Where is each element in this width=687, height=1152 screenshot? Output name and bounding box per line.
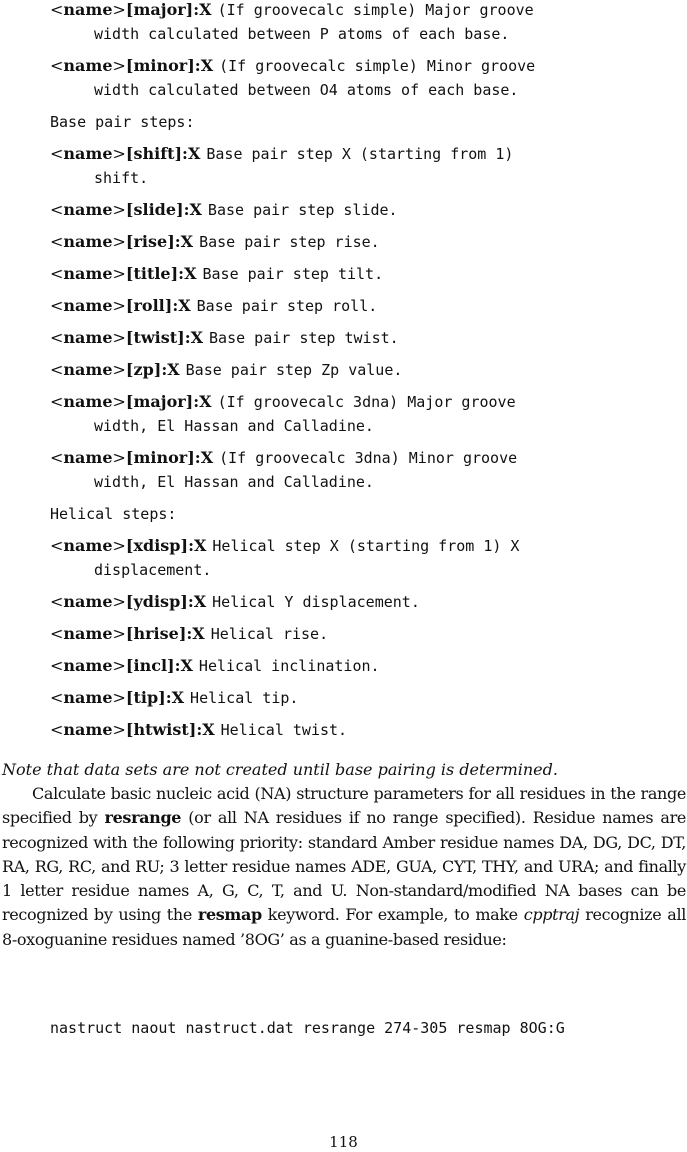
name-placeholder: name bbox=[63, 656, 113, 675]
name-placeholder: name bbox=[63, 720, 113, 739]
data-set-key: [twist]:X bbox=[125, 328, 204, 347]
data-set-key: [ydisp]:X bbox=[125, 592, 207, 611]
data-set-entry bbox=[50, 262, 680, 286]
data-set-description: Helical twist. bbox=[220, 721, 348, 739]
angle-bracket: < bbox=[50, 720, 64, 739]
angle-bracket: > bbox=[112, 536, 126, 555]
program-name: cpptraj bbox=[523, 905, 580, 925]
angle-bracket: > bbox=[112, 232, 126, 251]
data-set-entry bbox=[50, 590, 680, 614]
entry-line bbox=[50, 294, 680, 318]
data-set-entry bbox=[50, 326, 680, 350]
data-set-key: [tip]:X bbox=[125, 688, 185, 707]
data-set-entry bbox=[50, 230, 680, 254]
data-set-key: [zp]:X bbox=[125, 360, 180, 379]
data-set-key: [slide]:X bbox=[125, 200, 202, 219]
data-set-key: [rise]:X bbox=[125, 232, 194, 251]
angle-bracket: > bbox=[112, 56, 126, 75]
data-set-entry bbox=[50, 294, 680, 318]
angle-bracket: > bbox=[112, 656, 126, 675]
name-placeholder: name bbox=[63, 624, 113, 643]
keyword-resmap: resmap bbox=[197, 905, 262, 925]
paragraph-text: (or all NA residues if no range specified). Residue names are recognized with the following priority: standard Amber residue names DA, DG, DC, DT, RA, RG, RC, and RU; 3 letter residue names ADE, GUA, CYT, THY, and URA; and finally 1 letter residue names A, G, C, T, and U. Non-standard/modified NA bases can be recognized by using the bbox=[2, 808, 686, 925]
data-set-description: Base pair step roll. bbox=[196, 297, 378, 315]
angle-bracket: < bbox=[50, 56, 64, 75]
angle-bracket: > bbox=[112, 144, 126, 163]
data-set-key: [hrise]:X bbox=[125, 624, 205, 643]
entry-line bbox=[50, 142, 680, 166]
entry-line bbox=[50, 654, 680, 678]
angle-bracket: > bbox=[112, 592, 126, 611]
data-set-description: Base pair step tilt. bbox=[202, 265, 384, 283]
paragraph-text: Calculate basic nucleic acid (NA) structure parameters for all residues in the range specified by bbox=[2, 784, 686, 828]
data-set-entry bbox=[50, 358, 680, 382]
entry-line bbox=[50, 262, 680, 286]
data-set-key: [incl]:X bbox=[125, 656, 193, 675]
entry-line bbox=[50, 326, 680, 350]
entry-line bbox=[50, 358, 680, 382]
angle-bracket: < bbox=[50, 264, 64, 283]
entry-line bbox=[50, 54, 680, 78]
angle-bracket: < bbox=[50, 536, 64, 555]
angle-bracket: < bbox=[50, 360, 64, 379]
name-placeholder: name bbox=[63, 592, 113, 611]
entry-line bbox=[50, 390, 680, 414]
data-set-entry bbox=[50, 390, 680, 438]
name-placeholder: name bbox=[63, 688, 113, 707]
entry-line bbox=[50, 590, 680, 614]
data-set-description: Base pair step X (starting from 1) bbox=[206, 145, 514, 163]
data-set-key: [htwist]:X bbox=[125, 720, 215, 739]
paragraph-text: recognize all 8-oxoguanine residues named ’8OG’ as a guanine-based residue: bbox=[2, 905, 686, 949]
angle-bracket: > bbox=[112, 0, 126, 19]
angle-bracket: > bbox=[112, 296, 126, 315]
data-set-description-continued: width, El Hassan and Calladine. bbox=[94, 417, 374, 435]
description-paragraph bbox=[2, 782, 686, 952]
entry-line bbox=[50, 0, 680, 22]
entry-line bbox=[50, 686, 680, 710]
data-set-list bbox=[50, 0, 680, 742]
data-set-description: (If groovecalc 3dna) Minor groove bbox=[219, 449, 518, 467]
note-text: Note that data sets are not created until base pairing is determined. bbox=[2, 760, 558, 779]
angle-bracket: > bbox=[112, 688, 126, 707]
data-set-description-continued: width calculated between P atoms of each base. bbox=[94, 25, 510, 43]
angle-bracket: > bbox=[112, 720, 126, 739]
page-number: 118 bbox=[329, 1133, 358, 1151]
entry-line bbox=[50, 718, 680, 742]
entry-line bbox=[50, 198, 680, 222]
angle-bracket: > bbox=[112, 264, 126, 283]
angle-bracket: < bbox=[50, 392, 64, 411]
angle-bracket: > bbox=[112, 392, 126, 411]
angle-bracket: < bbox=[50, 688, 64, 707]
data-set-description: Helical step X (starting from 1) X bbox=[212, 537, 520, 555]
data-set-entry bbox=[50, 534, 680, 582]
data-set-entry bbox=[50, 54, 680, 102]
data-set-description: (If groovecalc 3dna) Major groove bbox=[217, 393, 516, 411]
data-set-key: [roll]:X bbox=[125, 296, 191, 315]
data-set-entry bbox=[50, 654, 680, 678]
helical-step-entries bbox=[50, 534, 680, 742]
angle-bracket: < bbox=[50, 448, 64, 467]
name-placeholder: name bbox=[63, 0, 113, 19]
data-set-description-continued: shift. bbox=[94, 169, 149, 187]
keyword-resrange: resrange bbox=[104, 808, 182, 828]
name-placeholder: name bbox=[63, 144, 113, 163]
data-set-description-continued: width calculated between O4 atoms of each base. bbox=[94, 81, 519, 99]
name-placeholder: name bbox=[63, 296, 113, 315]
data-set-description: Base pair step Zp value. bbox=[185, 361, 403, 379]
angle-bracket: > bbox=[112, 200, 126, 219]
data-set-description: Base pair step slide. bbox=[207, 201, 398, 219]
data-set-entry bbox=[50, 446, 680, 494]
angle-bracket: < bbox=[50, 296, 64, 315]
name-placeholder: name bbox=[63, 56, 113, 75]
helical-steps-heading: Helical steps: bbox=[50, 505, 177, 523]
paragraph-text: keyword. For example, to make bbox=[261, 905, 524, 925]
data-set-entry bbox=[50, 0, 680, 46]
angle-bracket: > bbox=[112, 328, 126, 347]
name-placeholder: name bbox=[63, 232, 113, 251]
data-set-description: (If groovecalc simple) Major groove bbox=[217, 1, 534, 19]
name-placeholder: name bbox=[63, 328, 113, 347]
data-set-key: [major]:X bbox=[125, 392, 212, 411]
data-set-key: [major]:X bbox=[125, 0, 212, 19]
data-set-key: [shift]:X bbox=[125, 144, 201, 163]
angle-bracket: < bbox=[50, 656, 64, 675]
data-set-description-continued: width, El Hassan and Calladine. bbox=[94, 473, 374, 491]
angle-bracket: < bbox=[50, 592, 64, 611]
data-set-key: [minor]:X bbox=[125, 56, 214, 75]
angle-bracket: < bbox=[50, 200, 64, 219]
base-pair-steps-heading: Base pair steps: bbox=[50, 113, 195, 131]
base-pair-step-entries bbox=[50, 142, 680, 494]
angle-bracket: < bbox=[50, 144, 64, 163]
entry-line bbox=[50, 230, 680, 254]
data-set-entry bbox=[50, 198, 680, 222]
data-set-description: Helical inclination. bbox=[198, 657, 380, 675]
data-set-description: (If groovecalc simple) Minor groove bbox=[219, 57, 536, 75]
entry-line bbox=[50, 622, 680, 646]
data-set-entry bbox=[50, 686, 680, 710]
data-set-description: Helical Y displacement. bbox=[212, 593, 420, 611]
name-placeholder: name bbox=[63, 200, 113, 219]
name-placeholder: name bbox=[63, 264, 113, 283]
name-placeholder: name bbox=[63, 360, 113, 379]
entry-line bbox=[50, 534, 680, 558]
angle-bracket: > bbox=[112, 360, 126, 379]
angle-bracket: < bbox=[50, 624, 64, 643]
data-set-description: Base pair step twist. bbox=[209, 329, 399, 347]
code-example: nastruct naout nastruct.dat resrange 274-305 resmap 8OG:G bbox=[50, 1019, 565, 1037]
groove-entries bbox=[50, 0, 680, 102]
data-set-key: [xdisp]:X bbox=[125, 536, 207, 555]
angle-bracket: > bbox=[112, 448, 126, 467]
entry-line bbox=[50, 446, 680, 470]
angle-bracket: < bbox=[50, 328, 64, 347]
data-set-description: Helical rise. bbox=[210, 625, 329, 643]
name-placeholder: name bbox=[63, 448, 113, 467]
name-placeholder: name bbox=[63, 392, 113, 411]
data-set-description-continued: displacement. bbox=[94, 561, 212, 579]
data-set-key: [title]:X bbox=[125, 264, 197, 283]
data-set-entry bbox=[50, 622, 680, 646]
angle-bracket: > bbox=[112, 624, 126, 643]
data-set-description: Base pair step rise. bbox=[199, 233, 380, 251]
data-set-description: Helical tip. bbox=[190, 689, 299, 707]
data-set-entry bbox=[50, 718, 680, 742]
angle-bracket: < bbox=[50, 0, 64, 19]
name-placeholder: name bbox=[63, 536, 113, 555]
angle-bracket: < bbox=[50, 232, 64, 251]
data-set-key: [minor]:X bbox=[125, 448, 214, 467]
data-set-entry bbox=[50, 142, 680, 190]
